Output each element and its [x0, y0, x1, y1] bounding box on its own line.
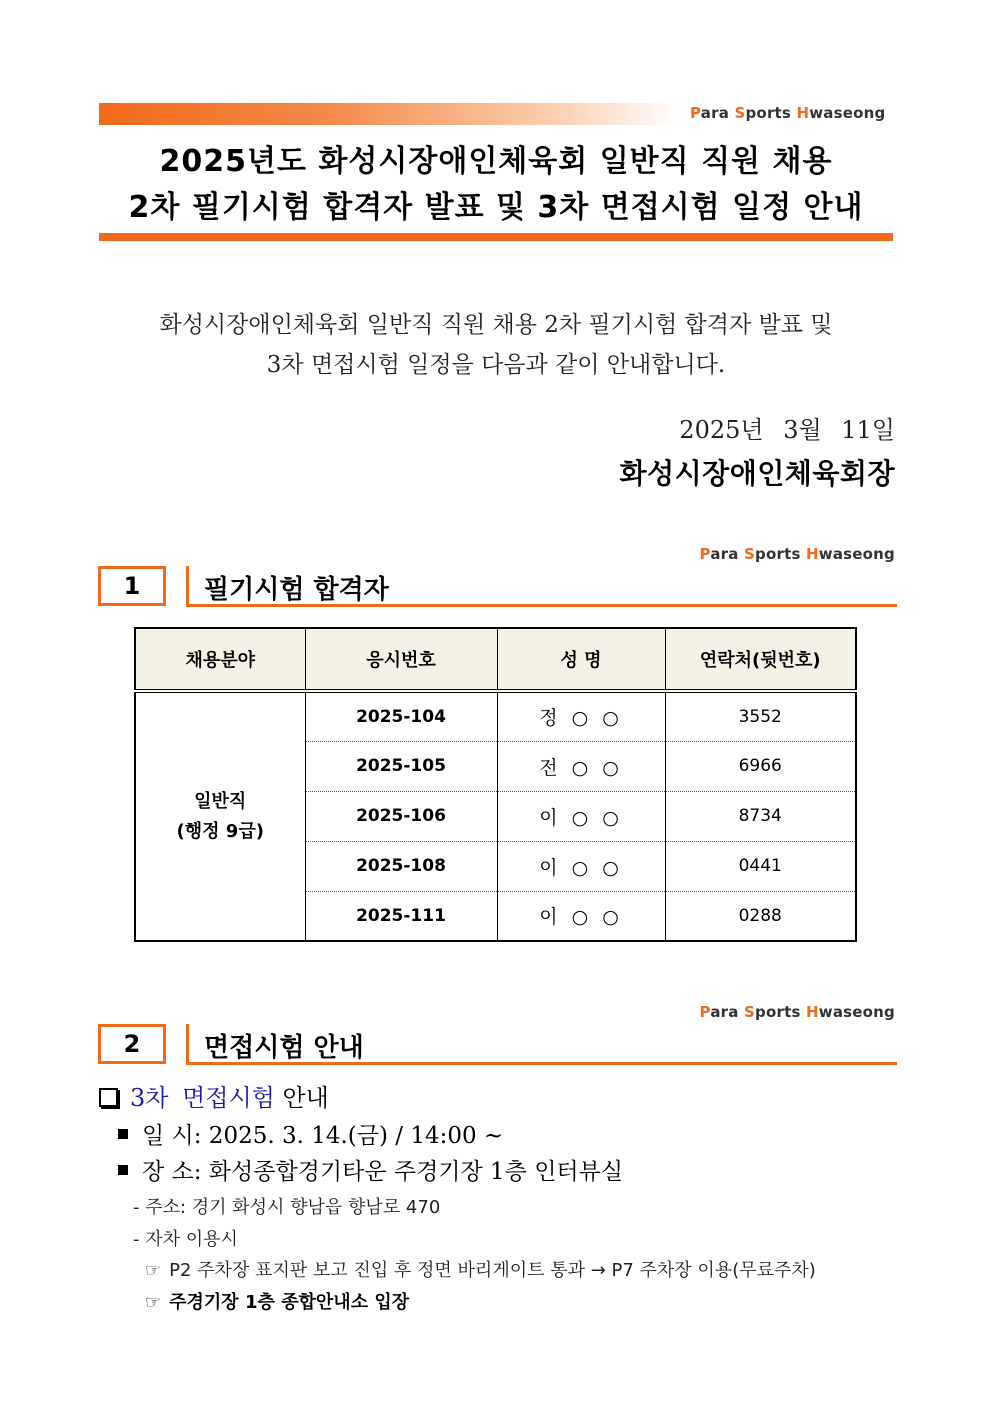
- contact-cell: 0441: [665, 841, 856, 891]
- announcement-date: 2025년 3월 11일: [679, 416, 895, 444]
- section1-title: 필기시험 합격자: [204, 575, 389, 605]
- interview-datetime: 일 시: 2025. 3. 14.(금) / 14:00 ~: [118, 1117, 503, 1150]
- exam-number-cell: 2025-104: [305, 691, 497, 741]
- brand-label-section1: Para Sports Hwaseong: [699, 545, 895, 563]
- category-cell: 일반직 (행정 9급): [176, 790, 264, 842]
- intro-line1: 화성시장애인체육회 일반직 직원 채용 2차 필기시험 합격자 발표 및: [159, 312, 833, 338]
- pointing-hand-icon: ☞: [145, 1292, 162, 1313]
- section2-number: 2: [98, 1024, 166, 1064]
- direction-line2: ☞ 주경기장 1층 종합안내소 입장: [145, 1292, 410, 1313]
- title-underline: [99, 233, 893, 241]
- header-exam-number: 응시번호: [305, 628, 497, 691]
- page-title-line2: 2차 필기시험 합격자 발표 및 3차 면접시험 일정 안내: [128, 190, 864, 225]
- car-usage-line: - 자차 이용시: [133, 1229, 238, 1250]
- page-title-line1: 2025년도 화성시장애인체육회 일반직 직원 채용: [159, 144, 833, 179]
- header-name: 성 명: [497, 628, 665, 691]
- organization-name: 화성시장애인체육회장: [619, 457, 895, 490]
- header-contact: 연락처(뒷번호): [665, 628, 856, 691]
- name-cell: 정 ○ ○: [497, 691, 665, 741]
- exam-number-cell: 2025-108: [305, 841, 497, 891]
- contact-cell: 8734: [665, 791, 856, 841]
- section1-divider: [186, 566, 189, 607]
- address-line: - 주소: 경기 화성시 향남읍 향남로 470: [133, 1197, 441, 1218]
- brand-label-top: Para Sports Hwaseong: [690, 104, 886, 122]
- section2-divider: [186, 1024, 189, 1065]
- exam-number-cell: 2025-105: [305, 741, 497, 791]
- name-cell: 이 ○ ○: [497, 841, 665, 891]
- exam-number-cell: 2025-106: [305, 791, 497, 841]
- section2-title: 면접시험 안내: [204, 1033, 364, 1063]
- bullet-square-icon: [118, 1165, 128, 1175]
- section1-number: 1: [98, 566, 166, 606]
- interview-place: 장 소: 화성종합경기타운 주경기장 1층 인터뷰실: [118, 1153, 623, 1186]
- name-cell: 이 ○ ○: [497, 791, 665, 841]
- contact-cell: 6966: [665, 741, 856, 791]
- header-category: 채용분야: [135, 628, 305, 691]
- contact-cell: 0288: [665, 891, 856, 941]
- direction-line1: ☞ P2 주차장 표지판 보고 진입 후 정면 바리게이트 통과 → P7 주차장 이용(무료주차): [145, 1260, 816, 1281]
- table-row: [135, 691, 856, 741]
- passers-table: [134, 627, 857, 942]
- checkbox-square-icon: [99, 1088, 118, 1107]
- contact-cell: 3552: [665, 691, 856, 741]
- pointing-hand-icon: ☞: [145, 1260, 162, 1281]
- bullet-square-icon: [118, 1129, 128, 1139]
- table-header-row: [135, 628, 856, 691]
- interview-heading: 3차 면접시험 안내: [99, 1078, 329, 1113]
- header-gradient-bar: [99, 103, 679, 125]
- intro-line2: 3차 면접시험 일정을 다음과 같이 안내합니다.: [266, 352, 726, 378]
- name-cell: 이 ○ ○: [497, 891, 665, 941]
- exam-number-cell: 2025-111: [305, 891, 497, 941]
- name-cell: 전 ○ ○: [497, 741, 665, 791]
- brand-label-section2: Para Sports Hwaseong: [699, 1003, 895, 1021]
